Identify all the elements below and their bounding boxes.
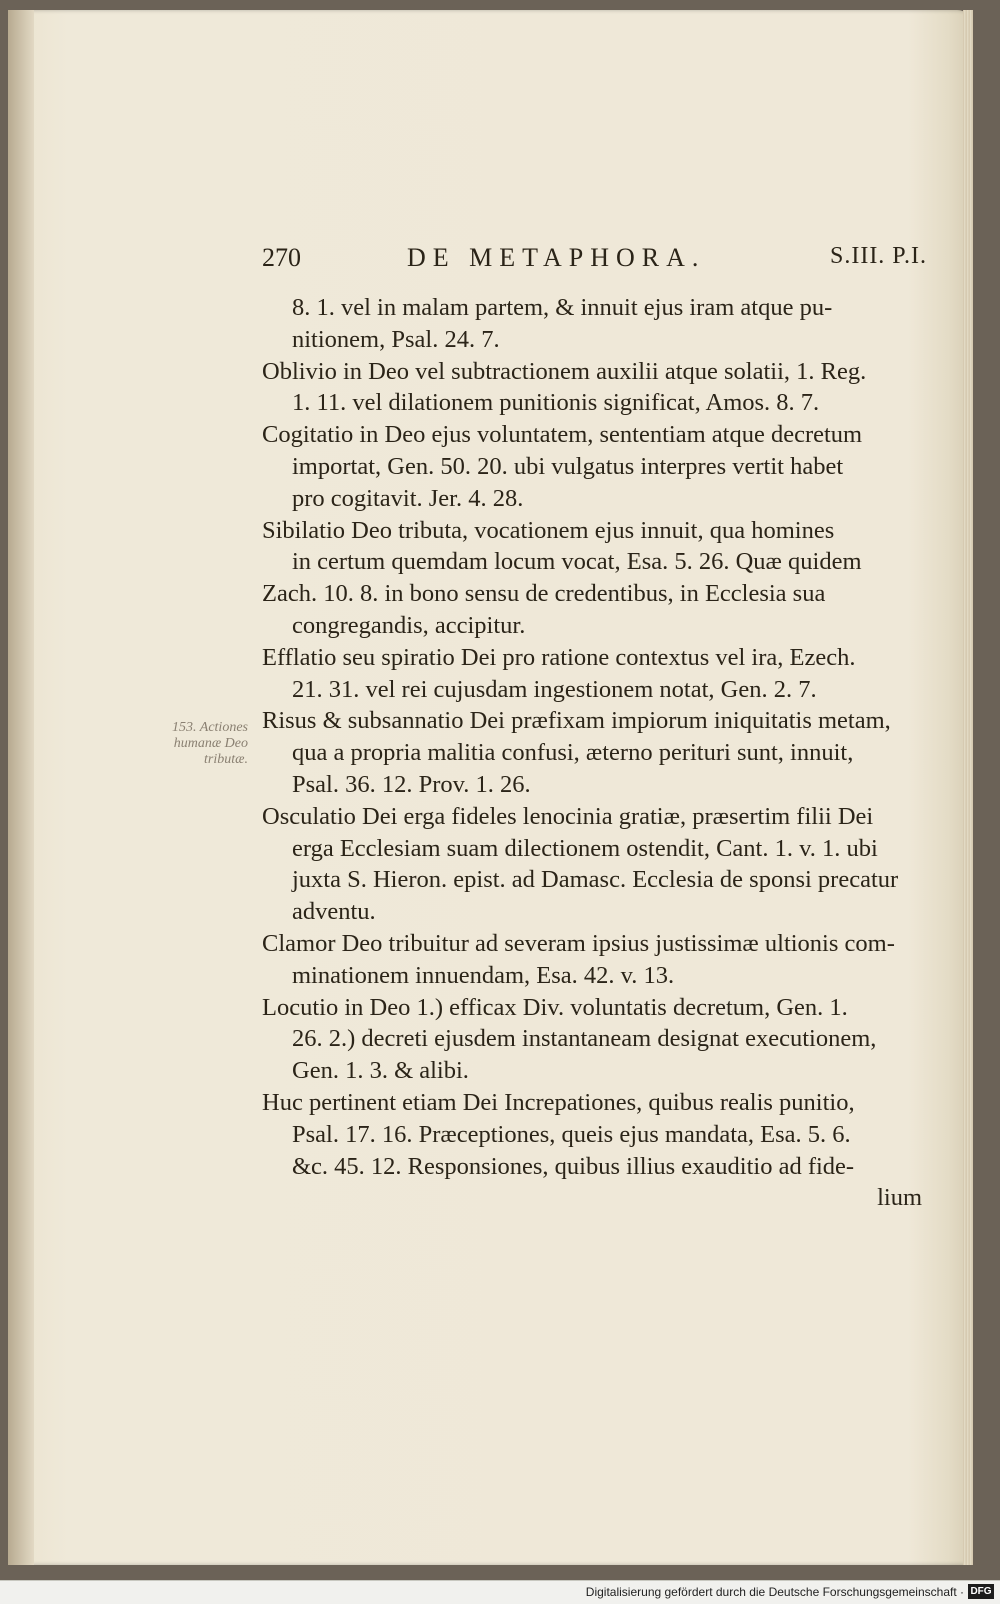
footer-bar: [0, 1580, 1000, 1604]
text-line: 8. 1. vel in malam partem, & innuit ejus iram atque pu-: [292, 294, 833, 321]
text-line: Locutio in Deo 1.) efficax Div. voluntatis decretum, Gen. 1.: [262, 993, 848, 1021]
text-line: nitionem, Psal. 24. 7.: [292, 325, 500, 353]
text-line: Oblivio in Deo vel subtractionem auxilii atque solatii, 1. Reg.: [262, 357, 867, 385]
text-line: Efflatio seu spiratio Dei pro ratione contextus vel ira, Ezech.: [262, 643, 856, 671]
text-line: importat, Gen. 50. 20. ubi vulgatus interpres vertit habet: [292, 452, 844, 480]
text-line: Zach. 10. 8. in bono sensu de credentibus, in Ecclesia sua: [262, 580, 826, 608]
text-line: juxta S. Hieron. epist. ad Damasc. Ecclesia de sponsi precatur: [292, 866, 899, 894]
text-line: 1. 11. vel dilationem punitionis significat, Amos. 8. 7.: [292, 389, 820, 417]
text-line: adventu.: [292, 898, 376, 926]
body-text: [262, 292, 922, 1214]
text-line: 26. 2.) decreti ejusdem instantaneam designat executionem,: [292, 1025, 877, 1053]
text-line: congregandis, accipitur.: [292, 611, 526, 639]
page-number: 270: [262, 243, 301, 272]
text-line: Huc pertinent etiam Dei Increpationes, quibus realis punitio,: [262, 1088, 855, 1116]
text-line: pro cogitavit. Jer. 4. 28.: [292, 484, 524, 512]
text-line: Sibilatio Deo tributa, vocationem ejus innuit, qua homines: [262, 516, 835, 544]
text-line: Risus & subsannatio Dei præfixam impiorum iniquitatis metam,: [262, 707, 891, 735]
margin-note: 153. Actiones humanæ Deo tributæ.: [172, 720, 248, 767]
text-line: Clamor Deo tribuitur ad severam ipsius justissimæ ultionis com-: [262, 929, 895, 957]
text-line: minationem innuendam, Esa. 42. v. 13.: [292, 961, 675, 989]
text-line: in certum quemdam locum vocat, Esa. 5. 26. Quæ quidem: [292, 548, 862, 576]
running-title: DE METAPHORA.: [407, 243, 706, 272]
footer-credit: Digitalisierung gefördert durch die Deutsche Forschungsgemeinschaft ·: [585, 1585, 964, 1599]
text-line: Osculatio Dei erga fideles lenocinia gratiæ, præsertim filii Dei: [262, 802, 874, 830]
section-reference: S.III. P.I.: [829, 243, 927, 269]
text-line: erga Ecclesiam suam dilectionem ostendit, Cant. 1. v. 1. ubi: [292, 834, 878, 862]
catchword: lium: [877, 1184, 922, 1212]
running-header: [262, 243, 927, 283]
text-line: 21. 31. vel rei cujusdam ingestionem notat, Gen. 2. 7.: [292, 675, 817, 703]
text-line: Psal. 17. 16. Præceptiones, queis ejus mandata, Esa. 5. 6.: [292, 1120, 851, 1148]
text-line: Cogitatio in Deo ejus voluntatem, sententiam atque decretum: [262, 421, 863, 449]
text-line: Gen. 1. 3. & alibi.: [292, 1057, 469, 1085]
text-line: &c. 45. 12. Responsiones, quibus illius exauditio ad fide-: [292, 1152, 855, 1180]
text-line: Psal. 36. 12. Prov. 1. 26.: [292, 770, 531, 798]
page-edge: [963, 10, 973, 1565]
text-line: qua a propria malitia confusi, æterno perituri sunt, innuit,: [292, 739, 854, 767]
page-gutter: [8, 10, 34, 1565]
dfg-logo: DFG: [968, 1584, 994, 1599]
